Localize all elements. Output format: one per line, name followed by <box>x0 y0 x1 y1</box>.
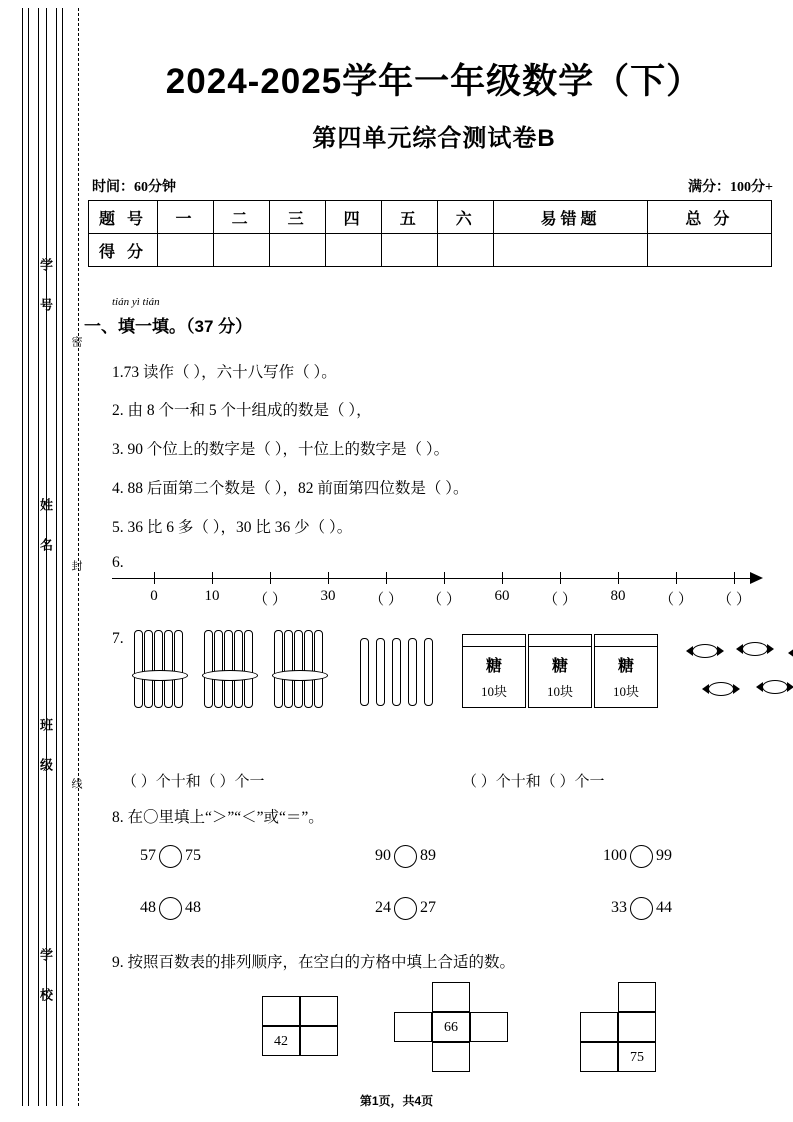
candy-bag-label-bottom: 10块 <box>546 684 573 699</box>
table-row <box>89 234 772 267</box>
page-footer-text: 第1页，共4页 <box>356 1094 437 1108</box>
number-line-label: （ ） <box>659 592 693 608</box>
score-cell[interactable] <box>438 234 494 267</box>
question-6: 6. <box>112 554 124 571</box>
candy-bag-label-bottom: 10块 <box>612 684 639 699</box>
grid1-cell[interactable] <box>300 996 338 1026</box>
candy-bag <box>528 634 592 708</box>
grid1-cell-value[interactable]: 42 <box>262 1026 300 1056</box>
compare-right: 27 <box>420 899 436 917</box>
page-footer <box>0 1092 793 1109</box>
number-line-label: 60 <box>494 588 510 604</box>
question-2: 2. 由 8 个一和 5 个十组成的数是（ ）， <box>112 402 372 419</box>
score-table <box>88 200 772 267</box>
candy-bag-label-top: 糖 <box>485 658 502 675</box>
number-line-label: 30 <box>320 588 336 604</box>
number-line-label: （ ） <box>717 592 751 608</box>
strip-name: 姓 名 <box>38 498 53 557</box>
compare-right: 75 <box>185 847 201 865</box>
number-line-label: 80 <box>610 588 626 604</box>
score-table-col-2: 二 <box>214 201 270 234</box>
score-table-col-3: 三 <box>270 201 326 234</box>
number-line-label: 10 <box>204 588 220 604</box>
score-table-row-label-2: 得 分 <box>89 234 158 267</box>
strip-student-id: 学 号 <box>38 258 53 317</box>
score-table-col-8: 总 分 <box>647 201 771 234</box>
question-9: 9. 按照百数表的排列顺序，在空白的方格中填上合适的数。 <box>112 954 516 971</box>
candy-bag-label-top: 糖 <box>617 658 634 675</box>
number-line-label: （ ） <box>427 592 461 608</box>
grid2-cell-value[interactable]: 66 <box>432 1012 470 1042</box>
score-cell[interactable] <box>382 234 438 267</box>
question-5: 5. 36 比 6 多（ ），30 比 36 少（ ）。 <box>112 519 353 536</box>
score-cell[interactable] <box>158 234 214 267</box>
number-line-label: （ ） <box>369 592 403 608</box>
compare-circle[interactable] <box>630 845 653 868</box>
question-7: 7. <box>112 630 124 647</box>
compare-left: 24 <box>375 899 391 917</box>
stick-bundle <box>272 630 330 708</box>
score-cell[interactable] <box>214 234 270 267</box>
compare-left: 100 <box>603 847 627 865</box>
grid3-cell[interactable] <box>618 982 656 1012</box>
grid3-cell-value[interactable]: 75 <box>618 1042 656 1072</box>
compare-left: 90 <box>375 847 391 865</box>
candy-icon <box>742 642 768 656</box>
candy-icon <box>708 682 734 696</box>
number-line-arrow-icon <box>750 572 763 584</box>
grid1-cell[interactable] <box>300 1026 338 1056</box>
score-cell[interactable] <box>270 234 326 267</box>
compare-circle[interactable] <box>159 897 182 920</box>
stick-bundle <box>202 630 260 708</box>
number-line <box>112 566 772 616</box>
score-table-col-6: 六 <box>438 201 494 234</box>
number-line-label: （ ） <box>543 592 577 608</box>
strip-seal-xian: 线 <box>70 778 82 791</box>
compare-pair <box>140 845 201 868</box>
compare-right: 89 <box>420 847 436 865</box>
compare-circle[interactable] <box>394 845 417 868</box>
candy-icon <box>692 644 718 658</box>
question-4: 4. 88 后面第二个数是（ ），82 前面第四位数是（ ）。 <box>112 480 469 497</box>
number-line-label: （ ） <box>253 592 287 608</box>
candy-bag-label-top: 糖 <box>551 658 568 675</box>
candy-bag-label-bottom: 10块 <box>480 684 507 699</box>
strip-seal-feng: 封 <box>70 560 82 573</box>
compare-pair <box>375 845 436 868</box>
question-1: 1.73 读作（ ），六十八写作（ ）。 <box>112 364 337 381</box>
grid2-cell[interactable] <box>432 982 470 1012</box>
strip-school: 学 校 <box>38 948 53 1007</box>
compare-circle[interactable] <box>630 897 653 920</box>
grid1-cell[interactable] <box>262 996 300 1026</box>
q7-left-label: （ ）个十和（ ）个一 <box>122 774 265 790</box>
compare-circle[interactable] <box>394 897 417 920</box>
compare-pair <box>603 845 672 868</box>
score-cell[interactable] <box>494 234 647 267</box>
compare-pair <box>375 897 436 920</box>
section1-pinyin: tián yì tián <box>112 296 160 308</box>
compare-circle[interactable] <box>159 845 182 868</box>
score-table-col-1: 一 <box>158 201 214 234</box>
compare-left: 33 <box>611 899 627 917</box>
grid3-cell[interactable] <box>580 1012 618 1042</box>
question-7-illustration <box>112 628 772 768</box>
compare-right: 48 <box>185 899 201 917</box>
time-label: 时间：60分钟 <box>92 180 176 195</box>
full-score-label: 满分：100分+ <box>688 180 773 195</box>
score-table-col-7: 易错题 <box>494 201 647 234</box>
compare-pair <box>611 897 672 920</box>
compare-right: 44 <box>656 899 672 917</box>
grid3-cell[interactable] <box>580 1042 618 1072</box>
score-cell[interactable] <box>326 234 382 267</box>
grid2-cell[interactable] <box>470 1012 508 1042</box>
stick-bundle <box>132 630 190 708</box>
candy-bag <box>462 634 526 708</box>
grid3-cell[interactable] <box>618 1012 656 1042</box>
page-subtitle: 第四单元综合测试卷B <box>312 125 556 152</box>
question-8: 8. 在〇里填上“＞”“＜”或“＝”。 <box>112 809 324 826</box>
loose-sticks <box>360 638 440 708</box>
grid2-cell[interactable] <box>432 1042 470 1072</box>
grid2-cell[interactable] <box>394 1012 432 1042</box>
number-line-label: 0 <box>150 588 158 604</box>
compare-left: 57 <box>140 847 156 865</box>
score-table-row-label: 题 号 <box>89 201 158 234</box>
number-line-axis <box>112 578 752 579</box>
score-cell[interactable] <box>647 234 771 267</box>
section1-heading: 一、填一填。（37 分） <box>84 317 253 336</box>
page-title: 2024-2025学年一年级数学（下） <box>165 62 703 101</box>
binding-margin-strip <box>22 8 84 1106</box>
candy-bag <box>594 634 658 708</box>
q7-right-label: （ ）个十和（ ）个一 <box>462 774 605 790</box>
table-row <box>89 201 772 234</box>
compare-right: 99 <box>656 847 672 865</box>
candy-icon <box>762 680 788 694</box>
score-table-col-4: 四 <box>326 201 382 234</box>
compare-pair <box>140 897 201 920</box>
question-9-grids <box>0 996 793 1082</box>
strip-seal-mi: 密 <box>70 336 82 349</box>
compare-left: 48 <box>140 899 156 917</box>
question-3: 3. 90 个位上的数字是（ ），十位上的数字是（ ）。 <box>112 441 450 458</box>
strip-class: 班 级 <box>38 718 53 777</box>
score-table-col-5: 五 <box>382 201 438 234</box>
